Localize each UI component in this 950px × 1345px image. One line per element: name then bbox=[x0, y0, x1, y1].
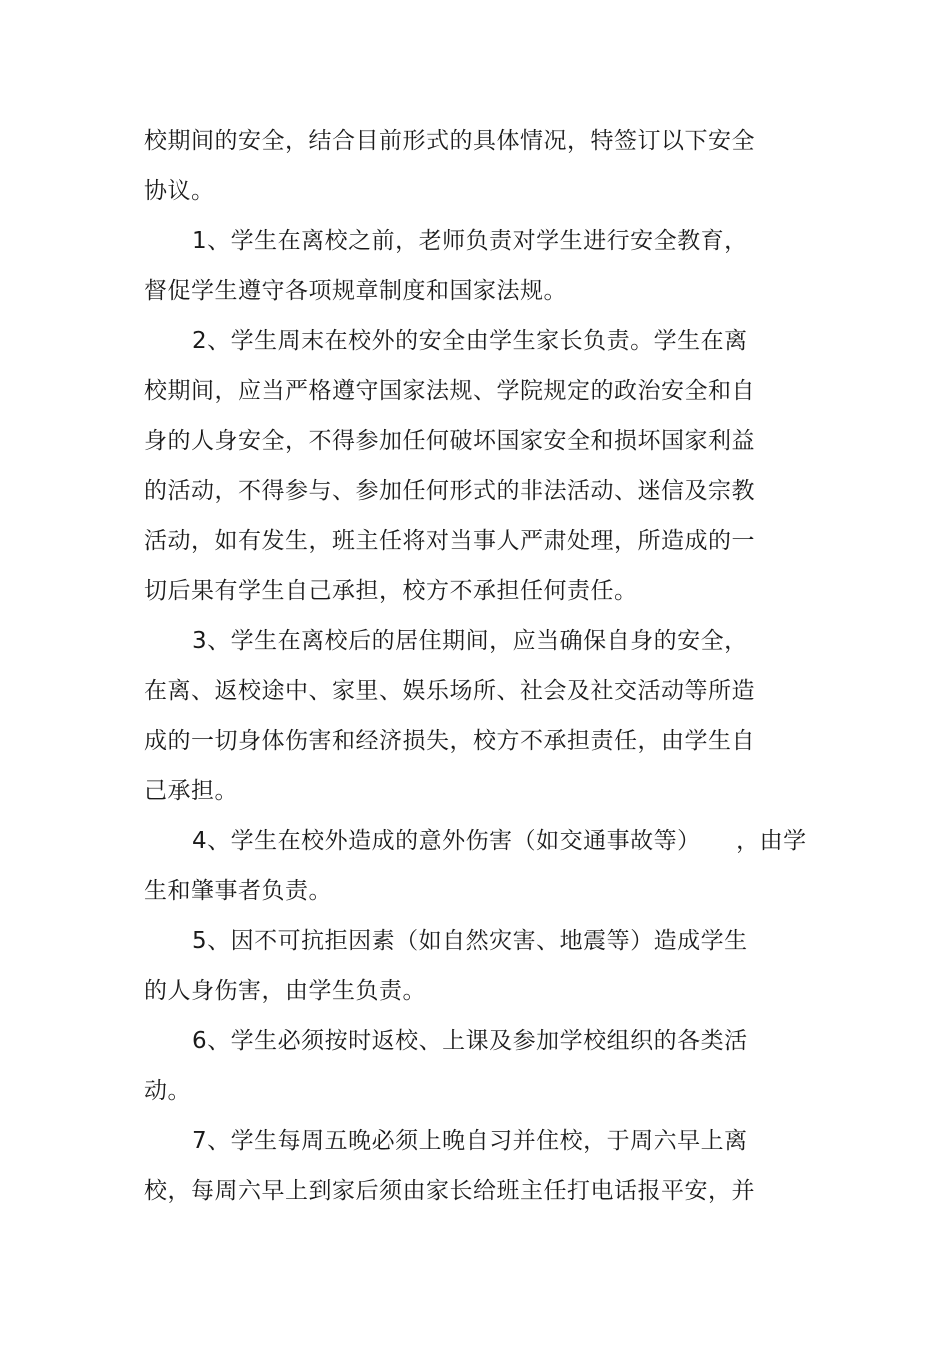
text-line: 的活动，不得参与、参加任何形式的非法活动、迷信及宗教 bbox=[144, 478, 755, 504]
text-line: 校期间，应当严格遵守国家法规、学院规定的政治安全和自 bbox=[144, 378, 755, 404]
text-line: 7、学生每周五晚必须上晚自习并住校，于周六早上离 bbox=[192, 1128, 748, 1154]
text-line: 3、学生在离校后的居住期间，应当确保自身的安全， bbox=[192, 628, 748, 654]
text-line: 切后果有学生自己承担，校方不承担任何责任。 bbox=[144, 578, 638, 604]
text-line: 1、学生在离校之前，老师负责对学生进行安全教育， bbox=[192, 228, 748, 254]
text-line: 6、学生必须按时返校、上课及参加学校组织的各类活 bbox=[192, 1028, 748, 1054]
text-line: 成的一切身体伤害和经济损失，校方不承担责任，由学生自 bbox=[144, 728, 755, 754]
text-line: 在离、返校途中、家里、娱乐场所、社会及社交活动等所造 bbox=[144, 678, 755, 704]
text-line: 活动，如有发生，班主任将对当事人严肃处理，所造成的一 bbox=[144, 528, 755, 554]
text-line: 校期间的安全，结合目前形式的具体情况，特签订以下安全 bbox=[144, 128, 755, 154]
text-line: 4、学生在校外造成的意外伤害（如交通事故等） ，由学 bbox=[192, 828, 807, 854]
text-line: 2、学生周末在校外的安全由学生家长负责。学生在离 bbox=[192, 328, 748, 354]
text-line: 己承担。 bbox=[144, 778, 238, 804]
text-line: 动。 bbox=[144, 1078, 191, 1104]
text-line: 督促学生遵守各项规章制度和国家法规。 bbox=[144, 278, 567, 304]
text-line: 生和肇事者负责。 bbox=[144, 878, 332, 904]
text-line: 身的人身安全，不得参加任何破坏国家安全和损坏国家利益 bbox=[144, 428, 755, 454]
text-line: 协议。 bbox=[144, 178, 215, 204]
text-line: 校，每周六早上到家后须由家长给班主任打电话报平安，并 bbox=[144, 1178, 755, 1204]
text-line: 的人身伤害，由学生负责。 bbox=[144, 978, 426, 1004]
text-line: 5、因不可抗拒因素（如自然灾害、地震等）造成学生 bbox=[192, 928, 748, 954]
